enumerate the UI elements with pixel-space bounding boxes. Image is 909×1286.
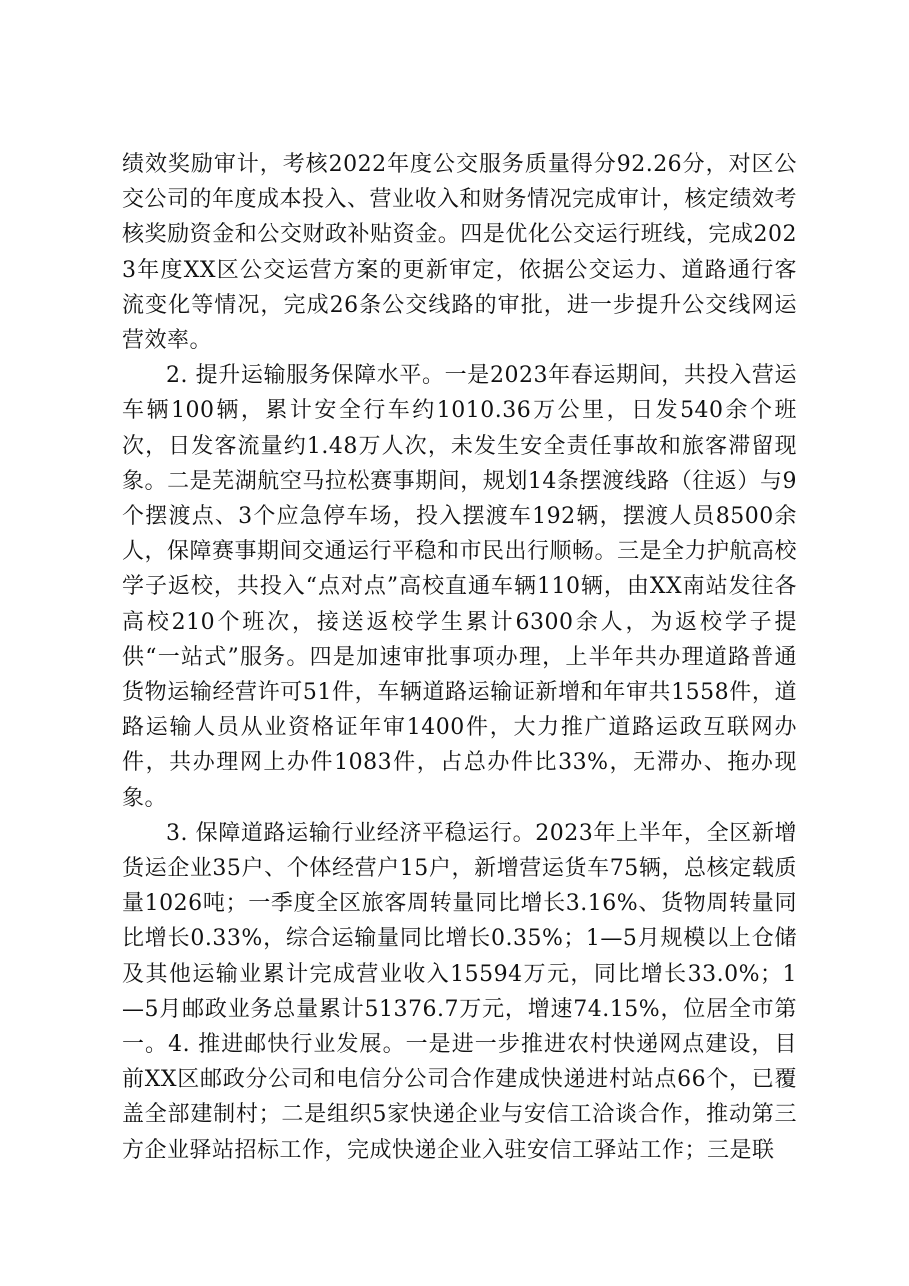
paragraph-transport-service: 2. 提升运输服务保障水平。一是2023年春运期间，共投入营运车辆100辆，累计安全行车约1010.36万公里，日发540余个班次，日发客流量约1.48万人次，未发生安全责任事故和旅客滞留现象。二是芜湖航空马拉松赛事期间，规划14条摆渡线路（往返）与9个摆渡点、3个应急停车场，投入摆渡车192辆，摆渡人员8500余人，保障赛事期间交通运行平稳和市民出行顺畅。三是全力护航高校学子返校，共投入“点对点”高校直通车辆110辆，由XX南站发往各高校210个班次，接送返校学生累计6300余人，为返校学子提供“一站式”服务。四是加速审批事项办理，上半年共办理道路普通货物运输经营许可51件，车辆道路运输证新增和年审共1558件，道路运输人员从业资格证年审1400件，大力推广道路运政互联网办件，共办理网上办件1083件，占总办件比33%，无滞办、拖办现象。 bbox=[122, 363, 798, 811]
paragraph-continuation: 绩效奖励审计，考核2022年度公交服务质量得分92.26分，对区公交公司的年度成本投入、营业收入和财务情况完成审计，核定绩效考核奖励资金和公交财政补贴资金。四是优化公交运行班线，完成2023年度XX区公交运营方案的更新审定，依据公交运力、道路通行客流变化等情况，完成26条公交线路的审批，进一步提升公交线网运营效率。 bbox=[122, 152, 798, 354]
paragraph-road-transport-economy: 3. 保障道路运输行业经济平稳运行。2023年上半年，全区新增货运企业35户、个体经营户15户，新增营运货车75辆，总核定载质量1026吨；一季度全区旅客周转量同比增长3.16%、货物周转量同比增长0.33%，综合运输量同比增长0.35%；1—5月规模以上仓储及其他运输业累计完成营业收入15594万元，同比增长33.0%；1—5月邮政业务总量累计51376.7万元，增速74.15%，位居全市第一。4. 推进邮快行业发展。一是进一步推进农村快递网点建设，目前XX区邮政分公司和电信分公司合作建成快递进村站点66个，已覆盖全部建制村；二是组织5家快递企业与安信工洽谈合作，推动第三方企业驿站招标工作，完成快递企业入驻安信工驿站工作；三是联 bbox=[122, 820, 797, 1163]
body-text bbox=[122, 147, 797, 1168]
